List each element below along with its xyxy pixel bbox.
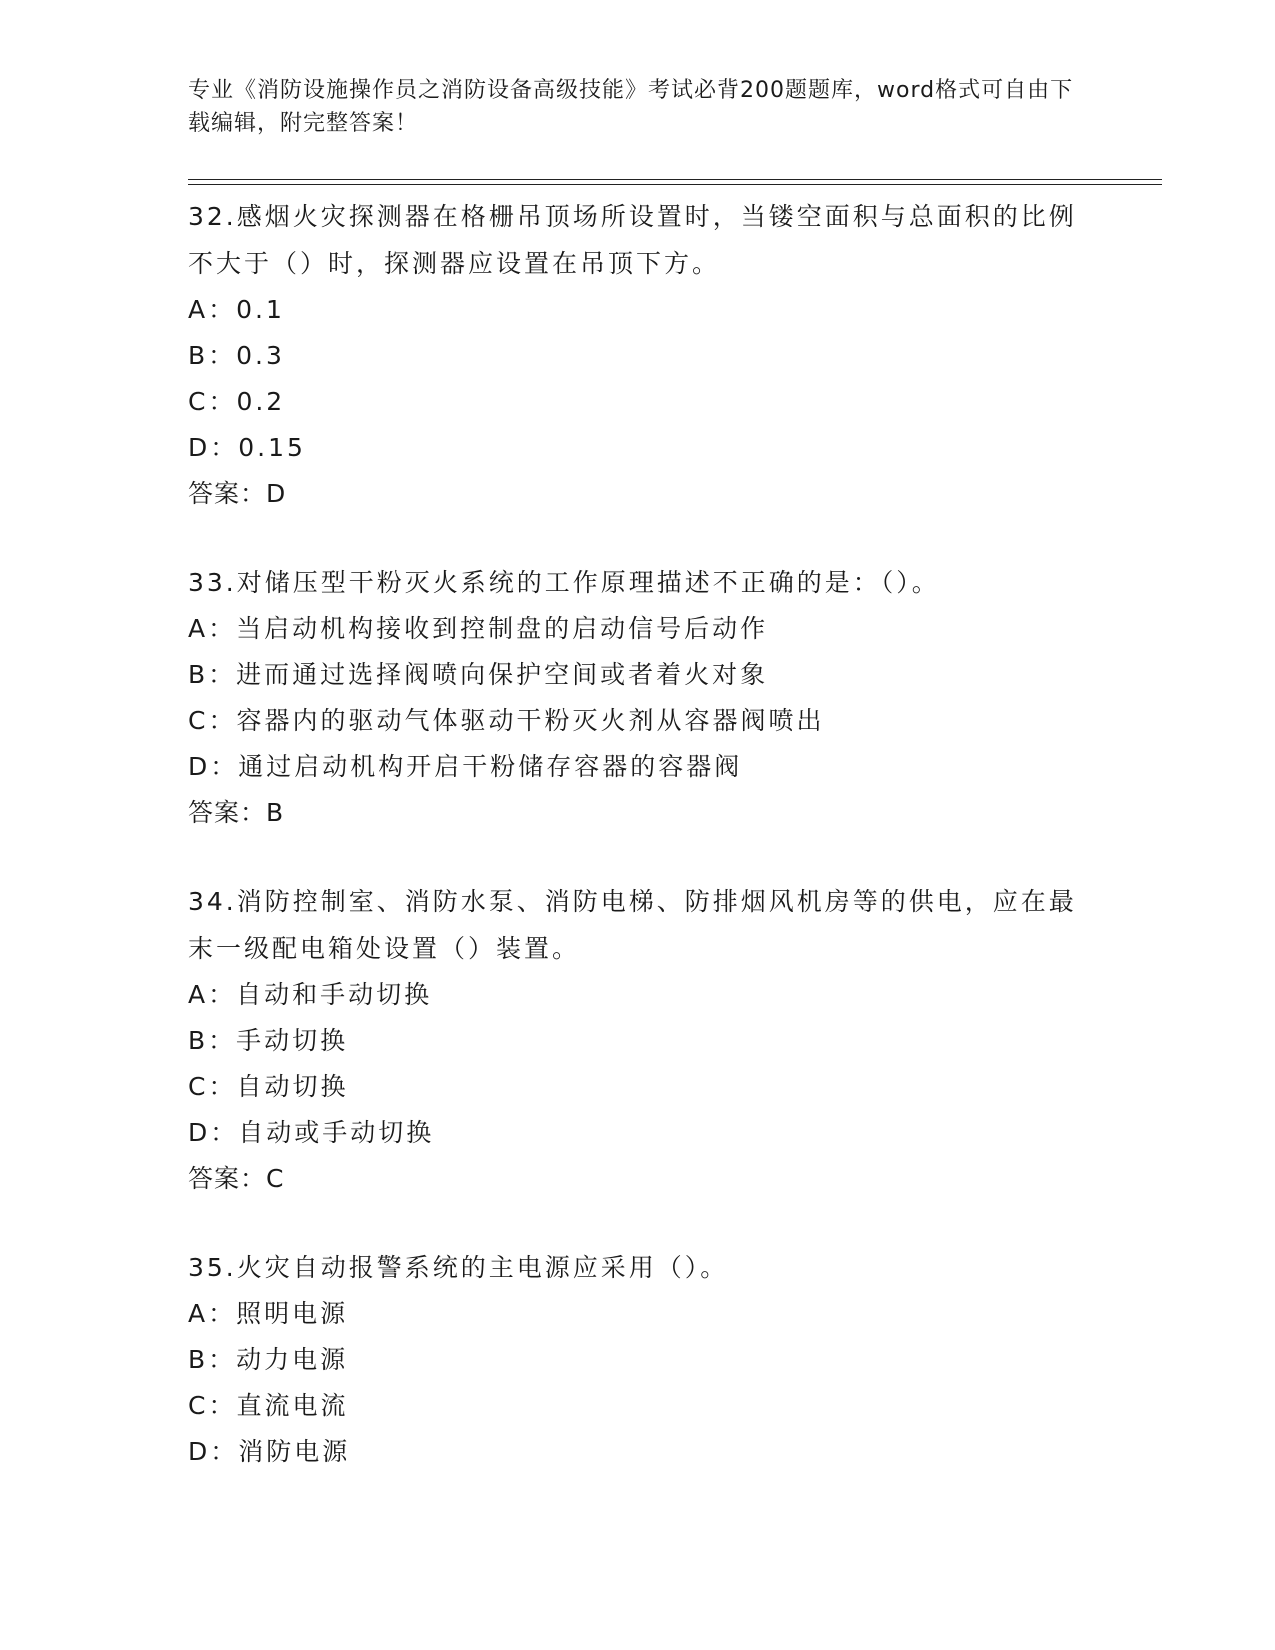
question-list [188,193,1088,1517]
option-d: D：通过启动机构开启干粉储存容器的容器阀 [188,752,743,781]
option-c: C：自动切换 [188,1072,349,1101]
option-a: A：照明电源 [188,1299,349,1328]
option-c: C：容器内的驱动气体驱动干粉灭火剂从容器阀喷出 [188,706,825,735]
option-a: A：当启动机构接收到控制盘的启动信号后动作 [188,614,769,643]
question-stem: 33.对储压型干粉灭火系统的工作原理描述不正确的是：（）。 [188,568,940,597]
option-b: B：0.3 [188,341,285,370]
header-divider-top [188,179,1162,180]
option-d: D：0.15 [188,433,306,462]
question-stem: 32.感烟火灾探测器在格栅吊顶场所设置时，当镂空面积与总面积的比例不大于（）时，探测器应设置在吊顶下方。 [188,202,1077,278]
option-c: C：直流电流 [188,1391,349,1420]
option-d: D：自动或手动切换 [188,1118,435,1147]
question-stem: 34.消防控制室、消防水泵、消防电梯、防排烟风机房等的供电，应在最末一级配电箱处设置（）装置。 [188,887,1077,963]
answer-label: 答案：C [188,1164,285,1193]
question-34 [188,878,1088,1202]
question-33 [188,559,1088,836]
option-d: D：消防电源 [188,1437,351,1466]
option-a: A：0.1 [188,295,285,324]
header-divider-bottom [188,184,1162,185]
question-32 [188,193,1088,517]
option-a: A：自动和手动切换 [188,980,433,1009]
option-c: C：0.2 [188,387,286,416]
answer-label: 答案：B [188,798,285,827]
option-b: B：手动切换 [188,1026,349,1055]
document-header: 专业《消防设施操作员之消防设备高级技能》考试必背200题题库，word格式可自由下载编辑，附完整答案！ [188,78,1074,136]
option-b: B：进而通过选择阀喷向保护空间或者着火对象 [188,660,769,689]
question-stem: 35.火灾自动报警系统的主电源应采用（）。 [188,1253,729,1282]
option-b: B：动力电源 [188,1345,349,1374]
answer-label: 答案：D [188,479,287,508]
question-35 [188,1244,1088,1475]
